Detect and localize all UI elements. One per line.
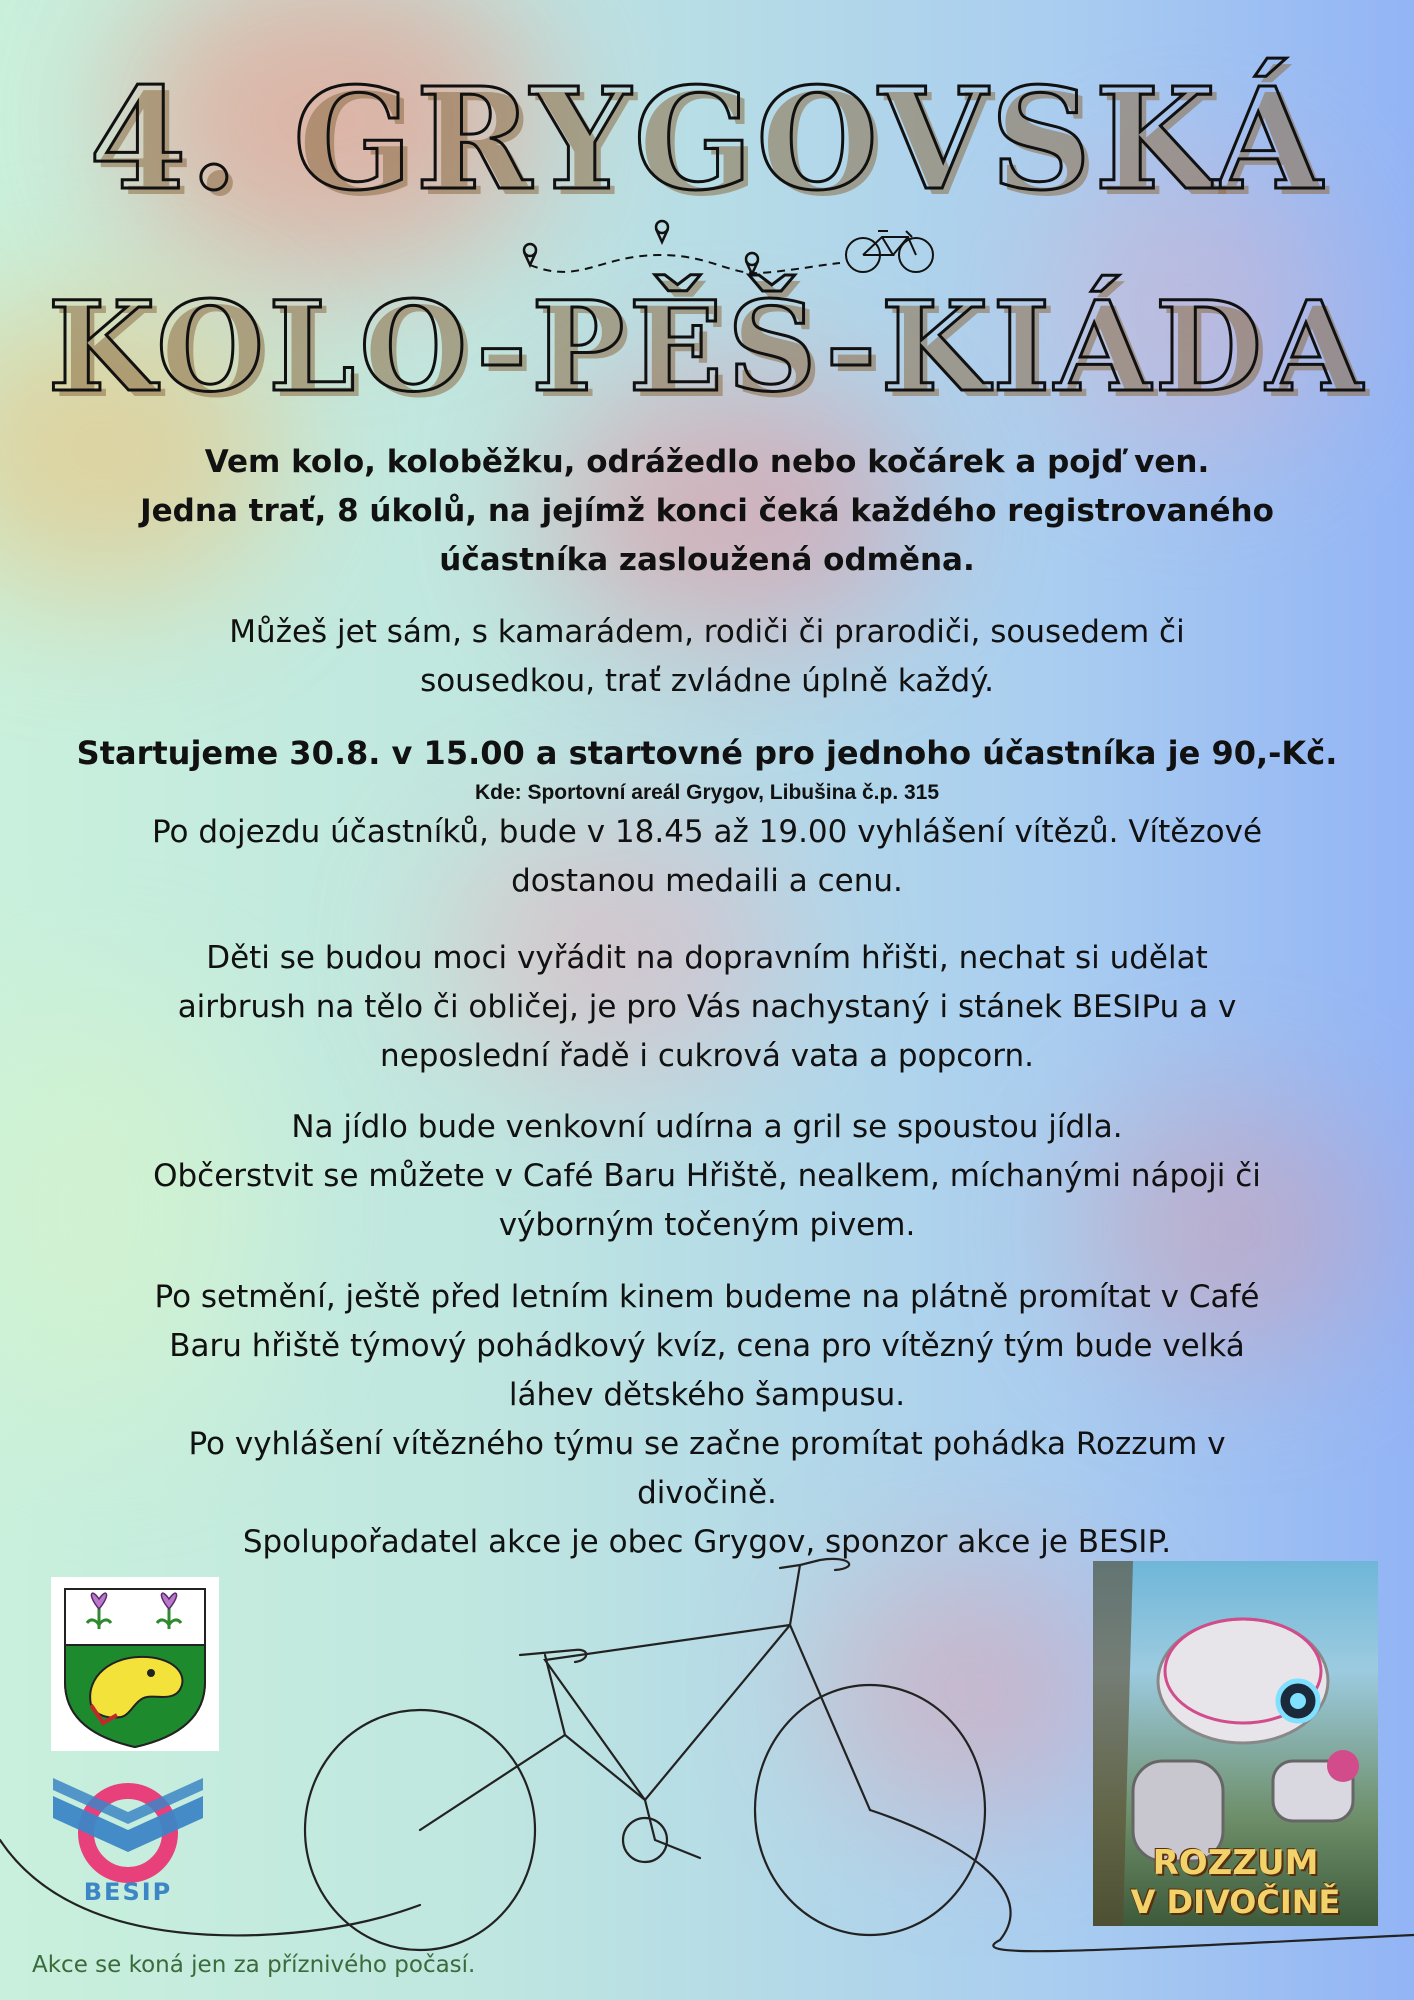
paragraph-line: divočině. — [637, 1475, 777, 1511]
paragraph-line: sousedkou, trať zvládne úplně každý. — [420, 663, 994, 699]
poster-title-line1: ROZZUM — [1152, 1843, 1319, 1883]
intro-line: Vem kolo, koloběžku, odrážedlo nebo kočárek a pojď ven. — [204, 444, 1210, 480]
paragraph-line: Po vyhlášení vítězného týmu se začne promítat pohádka Rozzum v — [188, 1426, 1226, 1462]
paragraph-line: Po dojezdu účastníků, bude v 18.45 až 19.00 vyhlášení vítězů. Vítězové — [151, 814, 1263, 850]
paragraph-food — [60, 1103, 1354, 1250]
paragraph-line: Občerstvit se můžete v Café Baru Hřiště, nealkem, míchanými nápoji či — [153, 1158, 1261, 1194]
paragraph-line: airbrush na tělo či obličej, je pro Vás nachystaný i stánek BESIPu a v — [177, 989, 1237, 1025]
paragraph-evening — [60, 1273, 1354, 1567]
intro-line: účastníka zasloužená odměna. — [439, 542, 975, 578]
paragraph-line: Baru hřiště týmový pohádkový kvíz, cena pro vítězný tým bude velká — [169, 1328, 1245, 1364]
event-title-line2: KOLO-PĚŠ-KIÁDA — [47, 275, 1367, 420]
map-pin-icon — [524, 244, 536, 265]
paragraph-line: Spolupořadatel akce je obec Grygov, sponzor akce je BESIP. — [242, 1524, 1172, 1560]
weather-disclaimer: Akce se koná jen za příznivého počasí. — [32, 1952, 476, 1978]
paragraph-line: Na jídlo bude venkovní udírna a gril se spoustou jídla. — [291, 1109, 1123, 1145]
map-pin-icon — [746, 253, 758, 274]
paragraph-line: Děti se budou moci vyřádit na dopravním hřišti, nechat si udělat — [206, 940, 1208, 976]
bicycle-icon — [846, 231, 933, 272]
event-title-line1: 4. GRYGOVSKÁ — [89, 58, 1325, 222]
intro-text — [60, 438, 1354, 585]
paragraph-participants — [60, 608, 1354, 706]
paragraph-line: Po setmění, ještě před letním kinem budeme na plátně promítat v Café — [154, 1279, 1260, 1315]
paragraph-line: láhev dětského šampusu. — [508, 1377, 906, 1413]
poster-title-line2: V DIVOČINĚ — [1130, 1883, 1341, 1921]
location-info: Kde: Sportovní areál Grygov, Libušina č.p. 315 — [474, 781, 940, 804]
start-info: Startujeme 30.8. v 15.00 a startovné pro jednoho účastníka je 90,-Kč. — [76, 734, 1338, 772]
municipal-crest — [51, 1577, 219, 1751]
paragraph-line: výborným točeným pivem. — [498, 1207, 916, 1243]
paragraph-line: Můžeš jet sám, s kamarádem, rodiči či prarodiči, sousedem či — [229, 614, 1185, 650]
intro-line: Jedna trať, 8 úkolů, na jejímž konci čeká každého registrovaného — [140, 493, 1274, 529]
paragraph-line: neposlední řadě i cukrová vata a popcorn. — [380, 1038, 1034, 1074]
movie-poster — [1093, 1561, 1378, 1926]
paragraph-line: dostanou medaili a cenu. — [511, 863, 903, 899]
paragraph-results — [60, 808, 1354, 906]
besip-label: BESIP — [83, 1878, 173, 1906]
map-pin-icon — [656, 221, 668, 242]
paragraph-kids — [60, 934, 1354, 1081]
